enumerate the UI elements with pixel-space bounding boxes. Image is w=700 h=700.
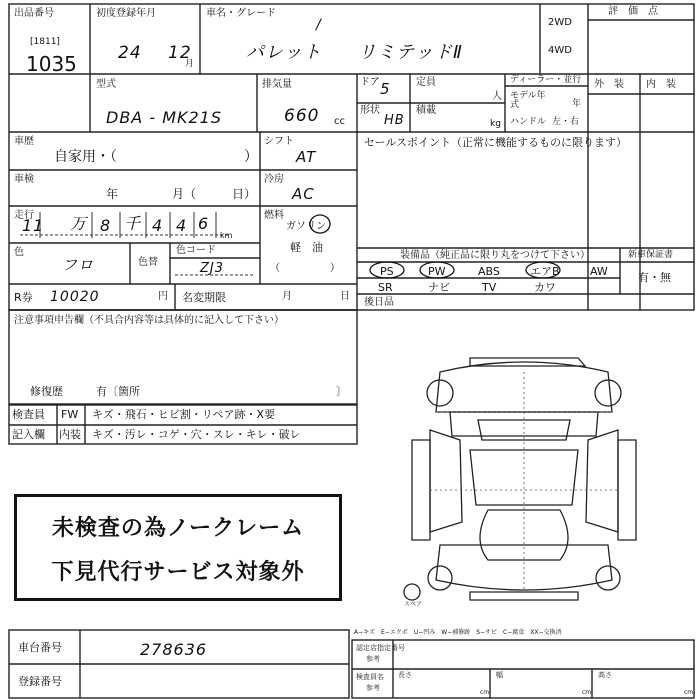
- doors-value: 5: [380, 80, 391, 98]
- designated-ref: 参考: [366, 655, 380, 663]
- equipment-airbag: エアB: [530, 265, 560, 278]
- inspection-label: 車検: [14, 174, 34, 185]
- handle-label: ハンドル: [510, 117, 547, 127]
- mileage-digit: 千: [124, 214, 142, 233]
- width-label: 幅: [496, 671, 503, 679]
- displacement-value: 660: [284, 106, 320, 126]
- notice-line-2: 下見代行サービス対象外: [51, 560, 305, 585]
- rating-label: 評 価 点: [608, 6, 658, 17]
- height-label: 高さ: [598, 671, 612, 679]
- name-change-month: 月: [282, 291, 292, 302]
- aircon-label: 冷房: [264, 174, 284, 185]
- inspection-year-unit: 年: [106, 187, 119, 201]
- equipment-sr: SR: [378, 281, 393, 294]
- fuel-gasoline: ガソリン: [286, 221, 326, 232]
- mileage-label: 走行: [14, 210, 34, 221]
- load-unit: kg: [490, 119, 501, 129]
- color-code-label: 色コード: [176, 245, 216, 256]
- inspector-ref: 参考: [366, 684, 380, 692]
- length-label: 長さ: [398, 671, 412, 679]
- car-body-diagram: [404, 358, 636, 600]
- history-value: 自家用・（: [54, 149, 117, 165]
- repair-history-value: 有〔箇所: [96, 385, 140, 398]
- inspector-label: 検査員: [12, 408, 45, 421]
- no-claim-notice: [14, 494, 342, 601]
- interior-label: 内 装: [646, 79, 676, 90]
- equipment-ps: PS: [380, 265, 394, 278]
- model-year-label: モデル年式: [510, 91, 546, 110]
- shape-label: 形状: [360, 105, 380, 116]
- r-ticket-label: R券: [14, 291, 33, 304]
- lot-number: 1035: [26, 52, 77, 76]
- lot-code: [1811]: [30, 37, 60, 47]
- dealer-label: ディーラー・並行: [510, 75, 582, 85]
- height-unit: cm: [684, 689, 694, 696]
- capacity-label: 定員: [416, 77, 436, 88]
- length-unit: cm: [480, 689, 490, 696]
- equipment-label: 装備品（純正品に限り丸をつけて下さい）: [400, 250, 590, 261]
- equipment-tv: TV: [482, 281, 497, 294]
- mileage-digit: 8: [100, 216, 112, 235]
- aftermarket-label: 後日品: [364, 297, 394, 308]
- car-grade: リミテッドⅡ: [358, 42, 463, 63]
- doors-label: ドア: [360, 77, 380, 88]
- inspector-entry-label: 記入欄: [12, 428, 45, 441]
- fuel-light-oil: 軽 油: [290, 241, 323, 254]
- capacity-unit: 人: [492, 91, 502, 102]
- width-unit: cm: [582, 689, 592, 696]
- color-code-value: ZJ3: [200, 261, 225, 276]
- car-name: パレット: [246, 42, 322, 63]
- load-label: 積載: [416, 105, 436, 116]
- inspection-day-unit: 日）: [232, 187, 257, 201]
- first-registration-label: 初度登録年月: [96, 8, 156, 19]
- year-unit: 年: [572, 99, 582, 109]
- shape-value: HB: [384, 113, 405, 128]
- notes-label: 注意事項申告欄（不具合内容等は具体的に記入して下さい）: [14, 315, 284, 326]
- history-close: ）: [244, 149, 258, 165]
- warranty-value: 有・無: [638, 271, 671, 284]
- color-value: フロ: [62, 256, 95, 274]
- drive-4wd: 4WD: [548, 45, 572, 56]
- fuel-other: （ ）: [270, 263, 340, 274]
- chassis-number: 278636: [140, 640, 208, 659]
- warranty-label: 新車保証書: [628, 250, 674, 260]
- sales-points-label: セールスポイント（正常に機能するものに限ります）: [364, 136, 628, 149]
- mileage-unit: km: [220, 231, 233, 240]
- mileage-digit: 4: [152, 216, 164, 235]
- drive-2wd: 2WD: [548, 17, 572, 28]
- shift-label: シフト: [264, 136, 294, 147]
- registration-label: 登録番号: [18, 675, 62, 688]
- inspection-month-unit: 月（: [172, 187, 197, 201]
- mileage-digit: 万: [70, 214, 88, 233]
- damage-legend: A−キズ E−エクボ U−凹み W−補修跡 S−サビ C−腐食 XX−交換済: [354, 629, 562, 636]
- repair-history-label: 修復歴: [30, 385, 63, 398]
- model-code: DBA - MK21S: [106, 108, 222, 127]
- designated-number-label: 認定店指定番号: [356, 644, 405, 652]
- first-registration-month: 12: [168, 43, 192, 63]
- repair-history-close: 〕: [336, 385, 347, 398]
- equipment-pw: PW: [428, 265, 446, 278]
- name-change-label: 名変期限: [182, 291, 226, 304]
- cc-unit: cc: [334, 116, 345, 127]
- equipment-leather: カワ: [534, 281, 556, 294]
- fuel-label: 燃料: [264, 210, 284, 221]
- history-label: 車歴: [14, 136, 34, 147]
- mileage-digit: 11: [22, 216, 45, 235]
- fw-items: キズ・飛石・ヒビ割・リペア跡・X要: [92, 408, 276, 421]
- handle-options: 左・右: [552, 117, 580, 127]
- mileage-digit: 6: [198, 214, 210, 233]
- name-change-day: 日: [340, 291, 350, 302]
- first-registration-year: 24: [118, 43, 142, 63]
- mileage-digit: 4: [176, 216, 188, 235]
- displacement-label: 排気量: [262, 79, 292, 90]
- spare-tire-icon: [404, 584, 420, 600]
- r-ticket-unit: 円: [158, 291, 168, 302]
- equipment-navi: ナビ: [428, 281, 450, 294]
- color-change-label: 色替: [138, 257, 158, 268]
- car-name-label: 車名・グレード: [206, 8, 276, 19]
- chassis-label: 車台番号: [18, 641, 62, 654]
- car-name-mark: /: [316, 17, 322, 33]
- fw-label: FW: [61, 408, 79, 421]
- color-label: 色: [14, 247, 24, 258]
- notice-line-1: 未検査の為ノークレーム: [51, 516, 305, 541]
- shift-value: AT: [296, 148, 317, 166]
- month-unit: 月: [185, 59, 195, 69]
- interior-items: キズ・汚レ・コゲ・穴・スレ・キレ・破レ: [92, 428, 301, 441]
- equipment-aw: AW: [590, 265, 608, 278]
- inspector-name-label: 検査員名: [356, 673, 384, 681]
- equipment-abs: ABS: [478, 265, 500, 278]
- aircon-value: AC: [292, 185, 315, 203]
- lot-number-label: 出品番号: [14, 8, 54, 19]
- spare-label: スペア: [404, 601, 423, 608]
- model-label: 型式: [96, 79, 116, 90]
- interior-check-label: 内装: [59, 428, 81, 441]
- exterior-label: 外 装: [594, 79, 624, 90]
- r-ticket-value: 10020: [50, 289, 100, 305]
